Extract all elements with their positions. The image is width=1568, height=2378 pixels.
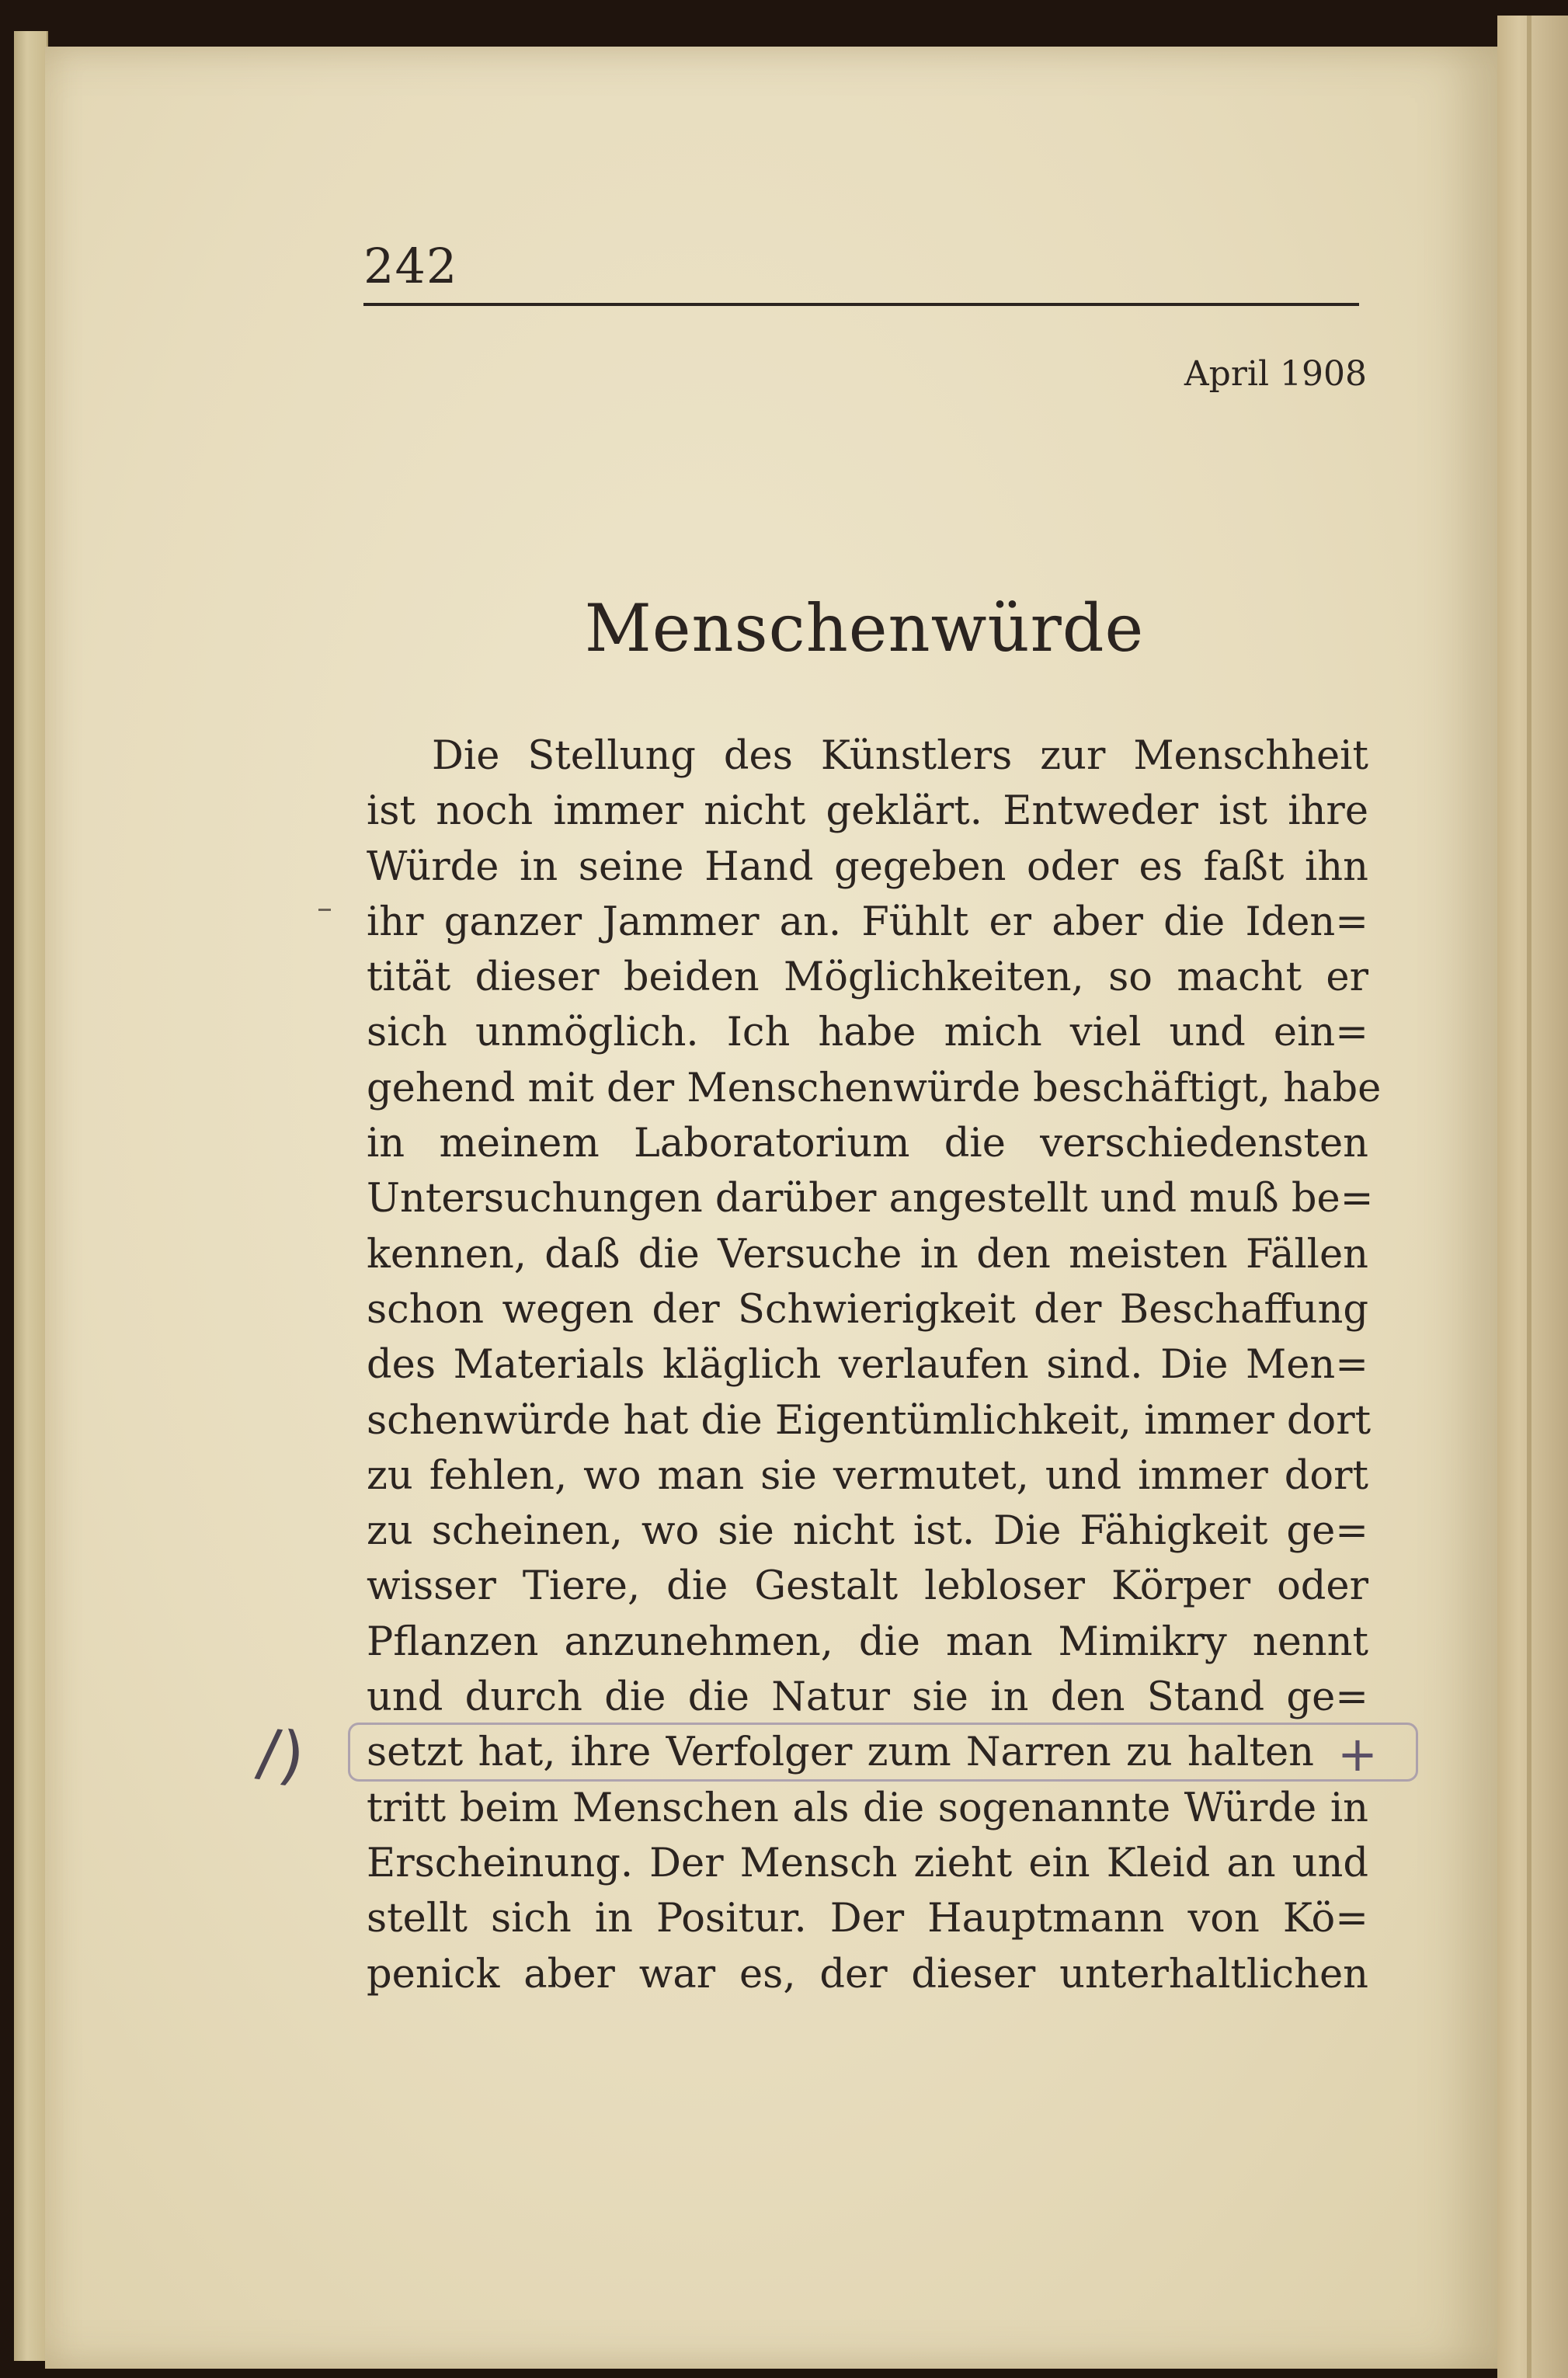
pencil-underline-box bbox=[348, 1723, 1418, 1782]
page-edge-left bbox=[14, 31, 48, 2361]
chapter-title: Menschenwürde bbox=[584, 590, 1145, 666]
margin-tick bbox=[318, 909, 331, 911]
text-line: kennen, daß die Versuche in den meisten Fällen bbox=[367, 1231, 1368, 1278]
text-line: schenwürde hat die Eigentümlichkeit, immer dort bbox=[367, 1397, 1372, 1444]
text-line: zu fehlen, wo man sie vermutet, und immer dort bbox=[367, 1452, 1368, 1499]
text-line: zu scheinen, wo sie nicht ist. Die Fähigkeit ge= bbox=[367, 1508, 1368, 1555]
text-line: Erscheinung. Der Mensch zieht ein Kleid an und bbox=[367, 1840, 1368, 1886]
text-line: in meinem Laboratorium die verschiedensten bbox=[367, 1121, 1368, 1167]
margin-pencil-mark: /) bbox=[252, 1715, 309, 1795]
text-line: gehend mit der Menschenwürde beschäftigt, habe bbox=[367, 1065, 1382, 1111]
text-line: Die Stellung des Künstlers zur Menschheit bbox=[432, 733, 1368, 779]
text-line: stellt sich in Positur. Der Hauptmann von Kö= bbox=[367, 1896, 1368, 1942]
page-number: 242 bbox=[363, 238, 458, 294]
text-line: Pflanzen anzunehmen, die man Mimikry nennt bbox=[367, 1618, 1368, 1665]
text-line: ihr ganzer Jammer an. Fühlt er aber die Iden= bbox=[367, 899, 1368, 945]
date-heading: April 1908 bbox=[1184, 354, 1367, 394]
binding-edge-right bbox=[1497, 16, 1568, 2378]
text-line: Untersuchungen darüber angestellt und muß be= bbox=[367, 1176, 1374, 1222]
text-line: penick aber war es, der dieser unterhaltlichen bbox=[367, 1951, 1368, 1997]
text-line: Würde in seine Hand gegeben oder es faßt ihn bbox=[367, 843, 1368, 890]
text-line: wisser Tiere, die Gestalt lebloser Körper oder bbox=[367, 1563, 1368, 1610]
text-line: ist noch immer nicht geklärt. Entweder ist ihre bbox=[367, 788, 1368, 835]
body-text bbox=[367, 728, 1382, 2002]
text-line: und durch die die Natur sie in den Stand ge= bbox=[367, 1674, 1368, 1721]
text-line: des Materials kläglich verlaufen sind. Die Men= bbox=[367, 1342, 1368, 1389]
header-rule bbox=[363, 303, 1359, 306]
insert-pencil-mark: + bbox=[1337, 1726, 1378, 1782]
text-line: tität dieser beiden Möglichkeiten, so macht er bbox=[367, 954, 1368, 1001]
text-line-marked: setzt hat, ihre Verfolger zum Narren zu halten bbox=[367, 1730, 1314, 1776]
text-line: tritt beim Menschen als die sogenannte Würde in bbox=[367, 1785, 1368, 1831]
text-line: sich unmöglich. Ich habe mich viel und ein= bbox=[367, 1010, 1368, 1056]
text-line: schon wegen der Schwierigkeit der Beschaffung bbox=[367, 1286, 1368, 1333]
